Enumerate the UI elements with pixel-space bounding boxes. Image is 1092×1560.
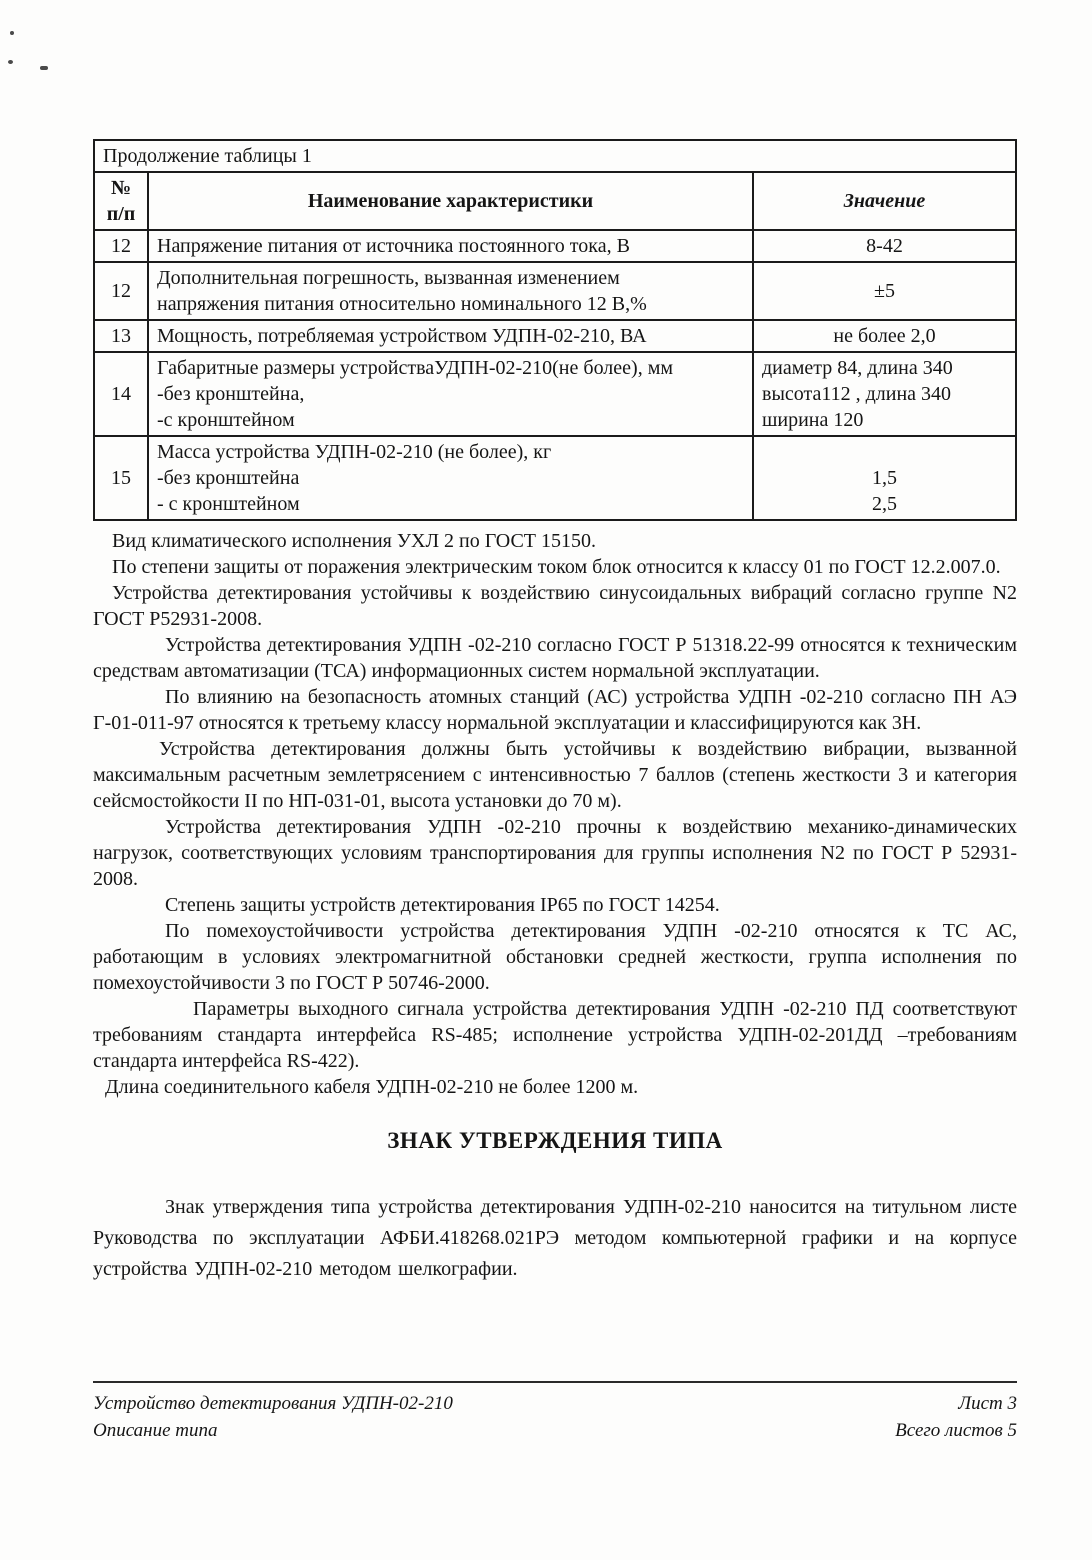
- column-header-num: [94, 172, 148, 230]
- row-num: 15: [94, 436, 148, 520]
- cell-line: -без кронштейна: [157, 467, 300, 489]
- paragraph: Устройства детектирования должны быть устойчивы к воздействию вибрации, вызванной максимальным расчетным землетрясением с интенсивностью 7 баллов (степень жесткости 3 и категория сейсмостойкости II по НП-031-01, высота установки до 70 м).: [93, 738, 1017, 812]
- table-caption: Продолжение таблицы 1: [94, 140, 1016, 172]
- page-content: [93, 139, 1017, 1285]
- scan-speck: [10, 31, 14, 35]
- characteristics-table: [93, 139, 1017, 521]
- row-num: 12: [94, 230, 148, 262]
- approval-paragraph: Знак утверждения типа устройства детектирования УДПН-02-210 наносится на титульном листе Руководства по эксплуатации АФБИ.418268.021РЭ методом компьютерной графики и на корпусе устройства УДПН-02-210 методом шелкографии.: [93, 1196, 1017, 1280]
- row-value: [753, 320, 1016, 352]
- paragraph: Длина соединительного кабеля УДПН-02-210 не более 1200 м.: [105, 1076, 639, 1098]
- row-value: [753, 352, 1016, 436]
- paragraph: Устройства детектирования устойчивы к воздействию синусоидальных вибраций согласно группе N2 ГОСТ Р52931-2008.: [93, 582, 1017, 630]
- paragraph: По помехоустойчивости устройства детектирования УДПН -02-210 относятся к ТС АС, работающим в условиях электромагнитной обстановки средней жесткости, группа исполнения по помехоустойчивости 3 по ГОСТ Р 50746-2000.: [93, 920, 1017, 994]
- table-row: [94, 262, 1016, 320]
- cell-line: Масса устройства УДПН-02-210 (не более), кг: [157, 441, 552, 463]
- column-header-value: Значение: [753, 172, 1016, 230]
- row-name: [148, 230, 753, 262]
- column-header-num-line: №: [110, 177, 132, 199]
- paragraph: По влиянию на безопасность атомных станций (АС) устройства УДПН -02-210 согласно ПН АЭ Г-01-011-97 относятся к третьему классу нормальной эксплуатации и классифицируются как 3Н.: [93, 686, 1017, 734]
- row-num: 12: [94, 262, 148, 320]
- table-header-row: [94, 172, 1016, 230]
- body-text: [93, 528, 1017, 1285]
- page-footer: [93, 1381, 1017, 1444]
- footer-sheet-total: Всего листов 5: [895, 1420, 1017, 1441]
- row-name: [148, 436, 753, 520]
- footer-sheet-info: [895, 1390, 1017, 1444]
- cell-line: высота112 , длина 340: [762, 383, 952, 405]
- paragraph: Вид климатического исполнения УХЛ 2 по ГОСТ 15150.: [112, 530, 597, 552]
- cell-line: диаметр 84, длина 340: [762, 357, 953, 379]
- table-row: [94, 320, 1016, 352]
- cell-line: [762, 439, 1007, 465]
- footer-sheet-number: Лист 3: [958, 1393, 1017, 1414]
- paragraph: Устройства детектирования УДПН -02-210 прочны к воздействию механико-динамических нагрузок, соответствующих условиям транспортирования для группы исполнения N2 по ГОСТ Р 52931-2008.: [93, 816, 1017, 890]
- row-value: [753, 262, 1016, 320]
- paragraph: По степени защиты от поражения электрическим током блок относится к классу 01 по ГОСТ 12.2.007.0.: [112, 556, 1001, 578]
- cell-line: - с кронштейном: [157, 493, 300, 515]
- cell-line: 2,5: [872, 493, 897, 515]
- row-num: 13: [94, 320, 148, 352]
- row-name: [148, 352, 753, 436]
- table-caption-row: [94, 140, 1016, 172]
- cell-line: Габаритные размеры устройстваУДПН-02-210(не более), мм: [157, 357, 674, 379]
- cell-line: -без кронштейна,: [157, 383, 305, 405]
- footer-doc-type: Описание типа: [93, 1420, 218, 1441]
- row-value: [753, 436, 1016, 520]
- scan-speck: [40, 66, 48, 70]
- row-name: [148, 262, 753, 320]
- cell-line: Напряжение питания от источника постоянного тока, В: [157, 235, 630, 257]
- row-value: [753, 230, 1016, 262]
- table-row: [94, 230, 1016, 262]
- cell-line: Дополнительная погрешность, вызванная изменением: [157, 267, 620, 289]
- cell-line: ширина 120: [762, 409, 864, 431]
- scan-speck: [8, 60, 13, 64]
- cell-line: -с кронштейном: [157, 409, 295, 431]
- cell-line: ±5: [874, 280, 895, 302]
- table-row: [94, 436, 1016, 520]
- paragraph: Устройства детектирования УДПН -02-210 согласно ГОСТ Р 51318.22-99 относятся к техническим средствам автоматизации (ТСА) информационных систем нормальной эксплуатации.: [93, 634, 1017, 682]
- row-num: 14: [94, 352, 148, 436]
- column-header-name: Наименование характеристики: [148, 172, 753, 230]
- cell-line: 1,5: [872, 467, 897, 489]
- paragraph: Параметры выходного сигнала устройства детектирования УДПН -02-210 ПД соответствуют требованиям стандарта интерфейса RS-485; исполнение устройства УДПН-02-201ДД –требованиям стандарта интерфейса RS-422).: [93, 998, 1017, 1072]
- cell-line: напряжения питания относительно номинального 12 В,%: [157, 293, 647, 315]
- cell-line: 8-42: [866, 235, 903, 257]
- table-row: [94, 352, 1016, 436]
- footer-device-title: Устройство детектирования УДПН-02-210: [93, 1393, 453, 1414]
- section-heading: ЗНАК УТВЕРЖДЕНИЯ ТИПА: [387, 1128, 723, 1153]
- paragraph: Степень защиты устройств детектирования IP65 по ГОСТ 14254.: [165, 894, 720, 916]
- column-header-num-line: п/п: [106, 203, 136, 225]
- cell-line: не более 2,0: [833, 325, 936, 347]
- row-name: [148, 320, 753, 352]
- footer-document-info: [93, 1390, 453, 1444]
- cell-line: Мощность, потребляемая устройством УДПН-02-210, ВА: [157, 325, 647, 347]
